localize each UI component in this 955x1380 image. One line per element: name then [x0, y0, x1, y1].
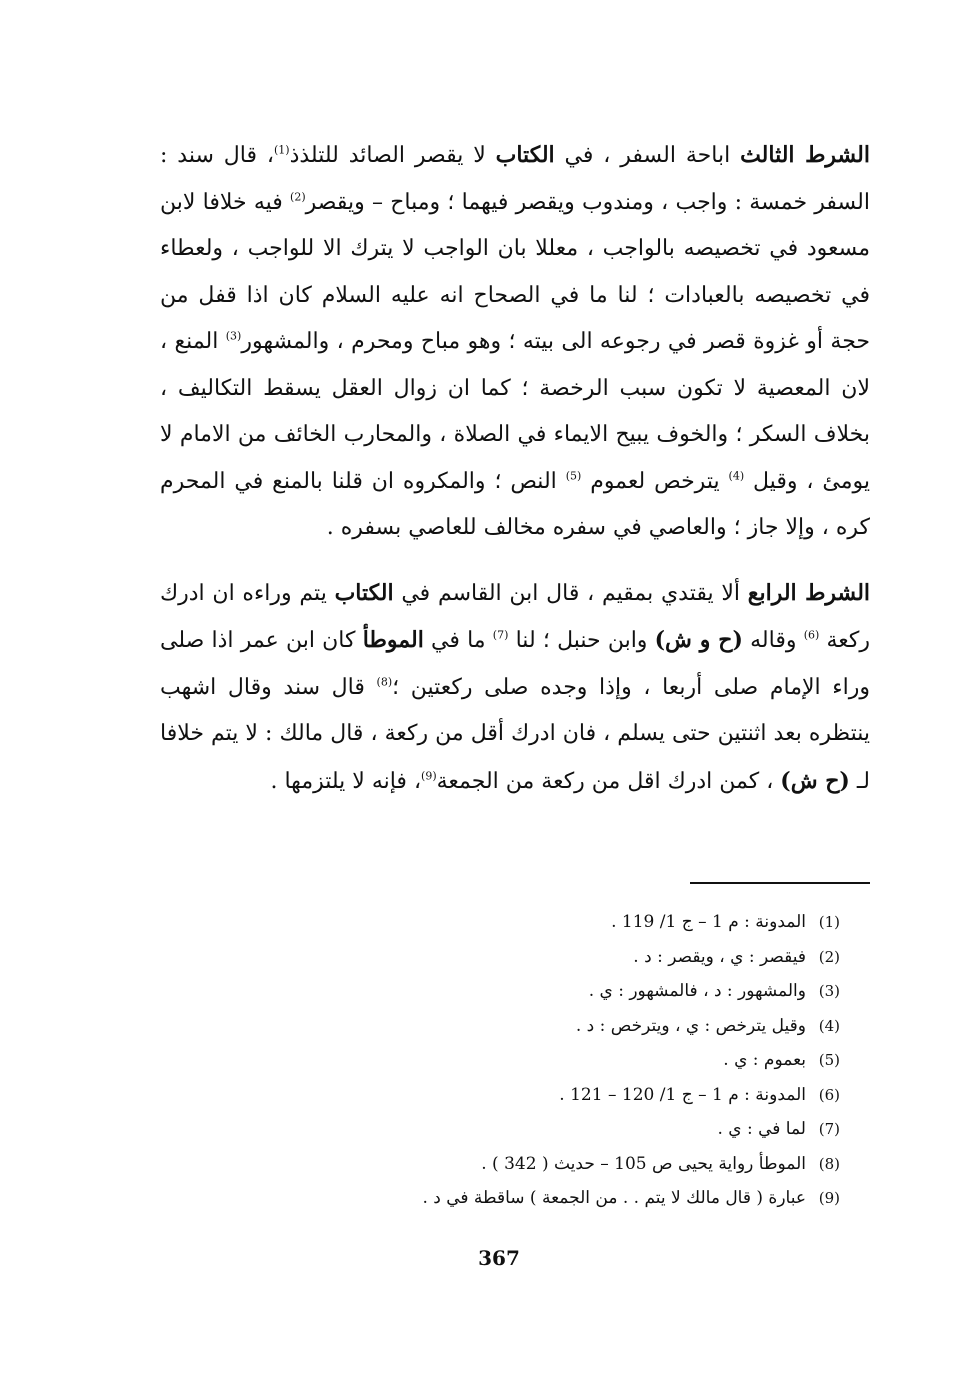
footnote: [300, 1009, 840, 1044]
text-run: ، كمن ادرك اقل من ركعة من الجمعة: [436, 768, 781, 794]
page-number: 367: [478, 1246, 520, 1270]
book-reference: الموطأ: [362, 627, 424, 653]
footnote-number: (2): [818, 947, 840, 966]
footnote-marker: (5): [565, 469, 582, 483]
text-run: قال سند وقال اشهب ينتظره بعد اثنتين حتى يسلم ، فان ادرك أقل من ركعة ، قال مالك : لا يتم خلافا لـ: [160, 674, 870, 794]
footnote-marker: (1): [273, 143, 290, 157]
footnotes-list: [300, 905, 840, 1216]
footnote-number: (4): [818, 1016, 840, 1035]
paragraph-condition-3: [160, 132, 870, 552]
text-run: كان ابن عمر اذا صلى وراء الإمام صلى أربعا ، وإذا وجده صلى ركعتين ؛: [160, 628, 870, 700]
school-abbreviation: (ح و ش): [654, 627, 743, 653]
footnote-marker: (2): [290, 190, 306, 204]
text-run: فيه خلافا لابن مسعود في تخصيصه بالواجب ، معللا بان الواجب لا يترك الا للواجب ، ولعطاء في تخصيصه بالعبادات ؛ لنا ما في الصحاح انه عليه السلام كان اذا قفل من حجة أو غزوة قصر في رجوعه الى بيته ؛ وهو مباح ومحرم ، والمشهور: [160, 189, 871, 354]
footnote: [300, 1112, 840, 1147]
footnote-text: لما في : ي .: [717, 1119, 806, 1139]
text-run: وابن حنبل ؛ لنا: [508, 628, 655, 653]
footnote-marker: (6): [803, 628, 820, 642]
footnote-text: عبارة ( قال مالك لا يتم . . من الجمعة ) ساقطة في د .: [422, 1188, 806, 1208]
footnote-text: فيقصر : ي ، ويقصر : د .: [633, 946, 806, 967]
paragraph-condition-4: [160, 570, 870, 806]
footnote-text: وقيل يترخص : ي ، ويترخص : د .: [575, 1015, 806, 1036]
footnote-divider: [690, 882, 870, 884]
footnote-number: (9): [818, 1189, 840, 1207]
footnote-number: (5): [818, 1051, 840, 1069]
footnote-text: الموطأ رواية يحيى ص 105 – حديث ( 342 ) .: [481, 1153, 806, 1174]
footnote-marker: (8): [376, 675, 393, 689]
text-run: وقاله: [742, 628, 804, 653]
book-reference: الكتاب: [495, 142, 555, 168]
footnote: [300, 940, 840, 975]
footnote: [300, 1078, 840, 1113]
main-text: [160, 132, 870, 805]
footnote-marker: (3): [225, 329, 242, 343]
text-run: ألا يقتدي بمقيم ، قال ابن القاسم في: [393, 580, 748, 606]
book-reference: الكتاب: [334, 579, 394, 606]
footnote-number: (8): [818, 1154, 840, 1173]
footnote-marker: (7): [492, 628, 509, 642]
footnote-text: والمشهور : د ، فالمشهور : ي .: [588, 981, 806, 1001]
footnote: [300, 1181, 840, 1216]
footnote: [300, 974, 840, 1009]
text-run: المنع ، لان المعصية لا تكون سبب الرخصة ؛ كما ان زوال العقل يسقط التكاليف ، بخلاف السكر ؛ والخوف يبيح الايماء في الصلاة ، والمحارب الخائف من الامام لا يومئ ، وقيل: [160, 329, 871, 494]
text-run: ، قال سند : السفر خمسة : واجب ، ومندوب ويقصر فيهما ؛ ومباح – ويقصر: [160, 143, 870, 215]
text-run: يتم وراءه ان ادرك ركعة: [160, 580, 870, 653]
footnote: [300, 1043, 840, 1078]
footnote-number: (3): [818, 982, 840, 1000]
text-run: النص ؛ والمكروه ان قلنا بالمنع في المحرم كره ، وإلا جاز ؛ والعاصي في سفره مخالف للعاصي بسفره .: [160, 468, 870, 540]
footnote-number: (6): [818, 1085, 840, 1104]
school-abbreviation: (ح ش): [780, 767, 850, 794]
text-run: ما في: [423, 628, 493, 653]
text-run: اباحة السفر ، في: [554, 143, 741, 168]
footnote: [300, 905, 840, 940]
footnote-text: المدونة : م 1 – ج 1/ 120 – 121 .: [559, 1084, 806, 1105]
footnote-text: بعموم : ي .: [723, 1050, 806, 1070]
text-run: ، فإنه لا يلتزمها .: [270, 768, 422, 794]
footnote-number: (1): [818, 913, 840, 931]
text-run: يترخص لعموم: [581, 468, 729, 494]
footnote-marker: (9): [421, 769, 437, 783]
footnote: [300, 1147, 840, 1182]
paragraph-heading: الشرط الثالث: [740, 142, 870, 168]
footnote-number: (7): [818, 1120, 840, 1138]
footnote-text: المدونة : م 1 – ج 1/ 119 .: [611, 912, 806, 932]
paragraph-heading: الشرط الرابع: [747, 579, 871, 606]
text-run: لا يقصر الصائد للتلذذ: [289, 143, 496, 168]
footnote-marker: (4): [728, 469, 745, 483]
